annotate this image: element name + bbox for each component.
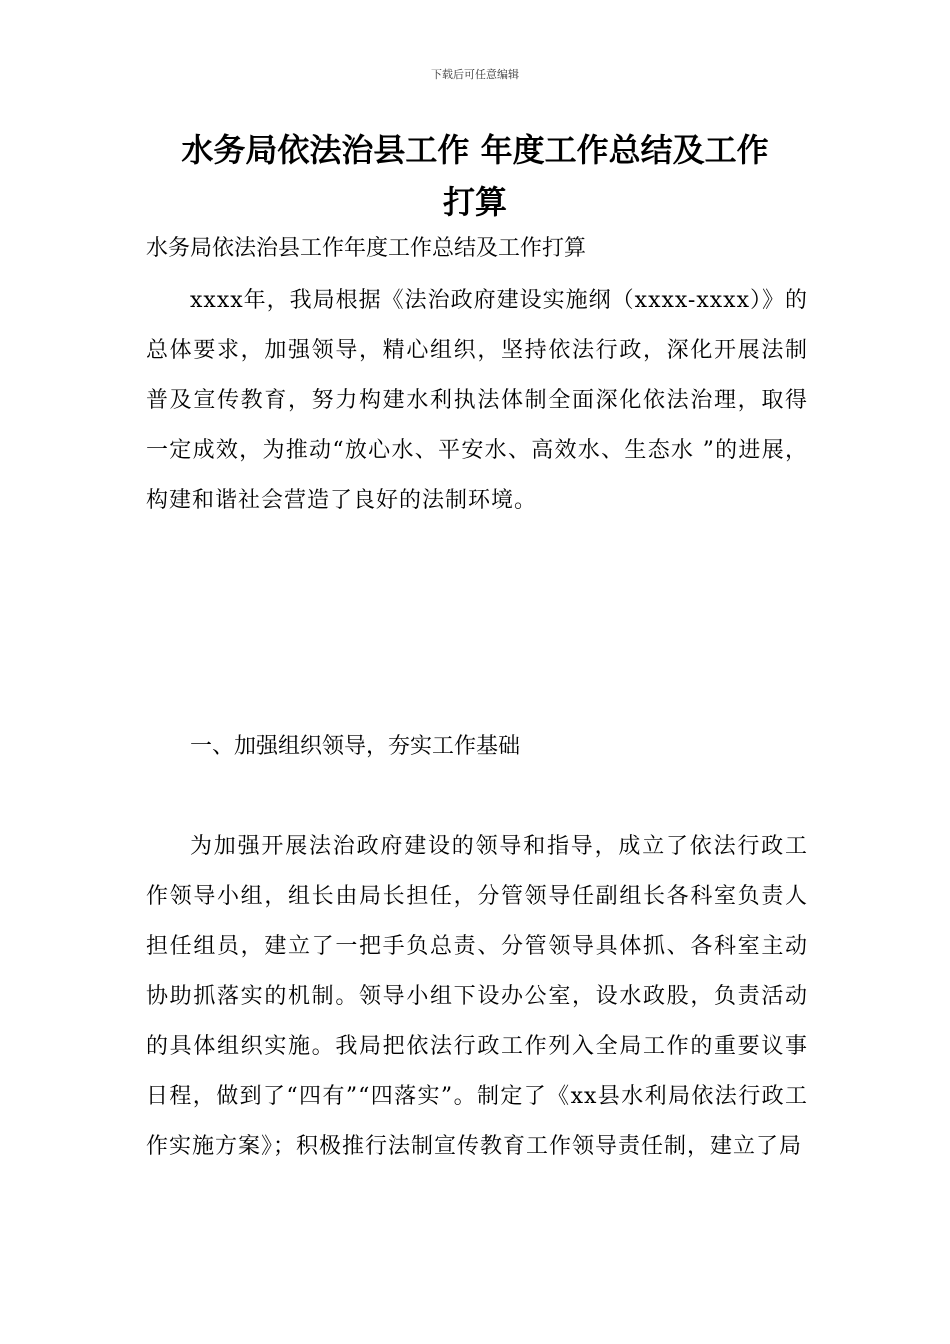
intro-paragraph: xxxx年，我局根据《法治政府建设实施纲（xxxx-xxxx）》的总体要求，加强领导，精心组织，坚持依法行政，深化开展法制普及宣传教育，努力构建水利执法体制全面深化依法治理，取得一定成效，为推动“放心水、平安水、高效水、生态水 ”的进展，构建和谐社会营造了良好的法制环境。 (146, 288, 808, 513)
document-subtitle: 水务局依法治县工作年度工作总结及工作打算 (146, 236, 587, 261)
document-title-line-2: 打算 (442, 183, 507, 221)
section-1-heading: 一、加强组织领导，夯实工作基础 (190, 734, 521, 759)
section-1-paragraph: 为加强开展法治政府建设的领导和指导，成立了依法行政工作领导小组，组长由局长担任，分管领导任副组长各科室负责人担任组员，建立了一把手负总责、分管领导具体抓、各科室主动协助抓落实的机制。领导小组下设办公室，设水政股，负责活动的具体组织实施。我局把依法行政工作列入全局工作的重要议事日程，做到了“四有”“四落实”。制定了《xx县水利局依法行政工作实施方案》；积极推行法制宣传教育工作领导责任制，建立了局 (146, 834, 808, 1159)
header-note: 下载后可任意编辑 (431, 68, 519, 81)
document-title (140, 124, 810, 228)
document-title-line-1: 水务局依法治县工作 年度工作总结及工作 (181, 131, 769, 169)
